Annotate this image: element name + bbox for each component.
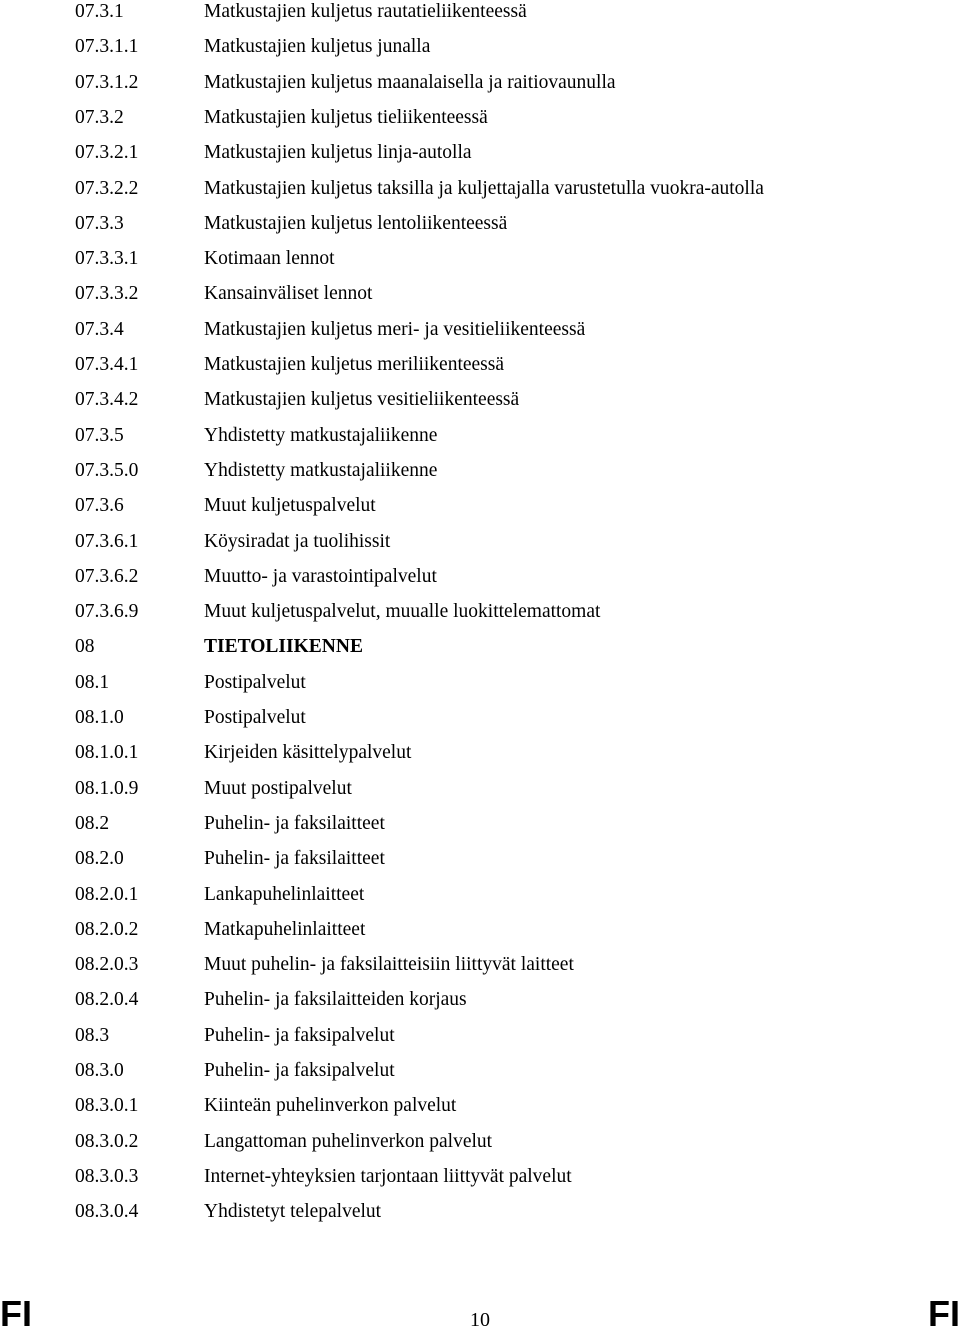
item-code: 07.3.3 [75,212,124,234]
item-code: 08.2 [75,812,110,834]
list-item [0,600,960,635]
item-code: 08.3 [75,1024,110,1046]
list-item [0,1059,960,1094]
item-title: Matkustajien kuljetus tieliikenteessä [204,106,488,128]
item-code: 07.3.6.9 [75,601,139,623]
item-code: 07.3.1.1 [75,36,139,58]
item-code: 07.3.6 [75,495,124,517]
item-title: Matkustajien kuljetus lentoliikenteessä [204,212,508,234]
list-item [0,671,960,706]
item-title: Puhelin- ja faksilaitteet [204,848,385,870]
item-title: Internet-yhteyksien tarjontaan liittyvät palvelut [204,1165,572,1187]
item-code: 08.3.0.2 [75,1130,139,1152]
item-code: 07.3.6.1 [75,530,139,552]
list-item [0,635,960,670]
item-title: Matkustajien kuljetus meriliikenteessä [204,354,505,375]
list-item [0,706,960,741]
item-code: 08.3.0.3 [75,1165,139,1187]
item-title: Muut puhelin- ja faksilaitteisiin liittyvät laitteet [204,954,574,976]
footer-language-mark-right: FI [928,1293,960,1334]
list-item [0,71,960,106]
item-title: Postipalvelut [204,671,306,693]
item-code: 08.1 [75,671,110,693]
list-item [0,106,960,141]
list-item [0,247,960,282]
item-code: 08.1.0.1 [75,742,139,764]
list-item [0,777,960,812]
item-code: 07.3.4.2 [75,389,139,411]
item-code: 08.3.0.4 [75,1201,139,1223]
list-item [0,1200,960,1235]
item-title: Matkapuhelinlaitteet [204,918,366,940]
item-title: Matkustajien kuljetus rautatieliikenteessä [204,1,527,22]
list-item [0,459,960,494]
item-code: 08.2.0.3 [75,954,139,976]
item-title: Muut postipalvelut [204,777,352,799]
item-title: Puhelin- ja faksilaitteet [204,812,385,834]
list-item [0,388,960,423]
item-code: 08.2.0.4 [75,989,139,1011]
item-title: Muut kuljetuspalvelut [204,495,376,517]
item-code: 07.3.5.0 [75,459,139,481]
item-title: Yhdistetty matkustajaliikenne [204,459,438,481]
item-title: Puhelin- ja faksipalvelut [204,1024,395,1046]
item-code: 08.1.0 [75,707,124,728]
item-title: Muut kuljetuspalvelut, muualle luokittelemattomat [204,601,601,623]
item-code: 07.3.3.1 [75,248,139,270]
item-code: 07.3.4.1 [75,354,139,375]
item-code: 07.3.5 [75,424,124,446]
list-item [0,177,960,212]
item-title: Kiinteän puhelinverkon palvelut [204,1095,457,1117]
list-item [0,1130,960,1165]
list-item [0,847,960,882]
item-code: 08.2.0.1 [75,883,139,905]
item-code: 07.3.2 [75,106,124,128]
list-item [0,0,960,35]
list-item [0,918,960,953]
list-item [0,424,960,459]
list-item [0,318,960,353]
list-item [0,212,960,247]
list-item [0,530,960,565]
item-code: 07.3.1 [75,1,124,22]
item-code: 07.3.1.2 [75,71,139,93]
section-heading: TIETOLIIKENNE [204,636,363,658]
item-title: Matkustajien kuljetus linja-autolla [204,142,472,164]
list-item [0,883,960,918]
page-number: 10 [470,1309,490,1331]
item-title: Langattoman puhelinverkon palvelut [204,1130,493,1152]
item-code: 08.2.0 [75,848,124,870]
list-item [0,1024,960,1059]
item-code: 07.3.6.2 [75,565,139,587]
item-title: Matkustajien kuljetus meri- ja vesitieliikenteessä [204,318,586,340]
item-code: 08.2.0.2 [75,918,139,940]
item-title: Matkustajien kuljetus taksilla ja kuljettajalla varustetulla vuokra-autolla [204,177,764,199]
item-title: Puhelin- ja faksipalvelut [204,1060,395,1081]
list-item [0,988,960,1023]
list-item [0,812,960,847]
item-code: 08.1.0.9 [75,777,139,799]
item-title: Kansainväliset lennot [204,283,373,305]
item-code: 08.3.0.1 [75,1095,139,1117]
item-title: Muutto- ja varastointipalvelut [204,565,437,587]
item-code: 07.3.3.2 [75,283,139,305]
item-title: Yhdistetty matkustajaliikenne [204,424,438,446]
list-item [0,35,960,70]
list-item [0,141,960,176]
item-title: Kotimaan lennot [204,248,335,270]
list-item [0,1094,960,1129]
item-title: Yhdistetyt telepalvelut [204,1201,382,1223]
item-title: Matkustajien kuljetus junalla [204,36,431,58]
list-item [0,953,960,988]
item-code: 08 [75,636,95,658]
item-code: 07.3.4 [75,318,124,340]
list-item [0,282,960,317]
list-item [0,353,960,388]
item-title: Puhelin- ja faksilaitteiden korjaus [204,989,467,1011]
footer-language-mark-left: FI [0,1293,32,1334]
item-title: Matkustajien kuljetus vesitieliikenteessä [204,389,520,411]
list-item [0,494,960,529]
item-title: Köysiradat ja tuolihissit [204,530,391,552]
item-title: Kirjeiden käsittelypalvelut [204,742,412,764]
list-item [0,565,960,600]
item-title: Postipalvelut [204,707,306,728]
item-code: 07.3.2.1 [75,142,139,164]
item-code: 07.3.2.2 [75,177,139,199]
list-item [0,1165,960,1200]
item-title: Matkustajien kuljetus maanalaisella ja raitiovaunulla [204,71,616,93]
list-item [0,741,960,776]
item-title: Lankapuhelinlaitteet [204,883,365,905]
item-code: 08.3.0 [75,1060,124,1081]
